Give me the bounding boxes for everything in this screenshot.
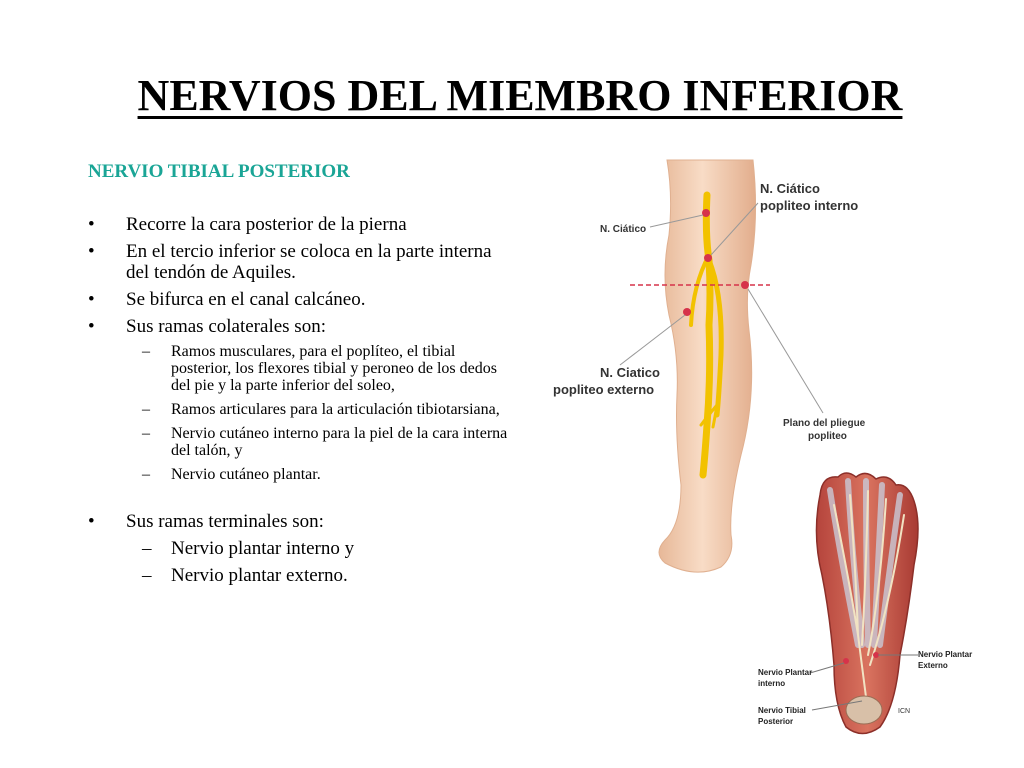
label-popliteo-externo: N. Ciatico (600, 365, 660, 380)
label-popliteo-externo-line2: popliteo externo (553, 382, 655, 397)
leader-line (748, 289, 823, 413)
bullet-item (88, 241, 508, 283)
sub-bullet-item: – Ramos articulares para la articulación tibiotarsiana, (126, 401, 508, 418)
bullet-item (88, 289, 508, 310)
marker-popliteo-externo (683, 308, 691, 316)
sub-bullet-item: – Ramos musculares, para el poplíteo, el tibial posterior, los flexores tibial y peroneo de los dedos del pie y la parte inferior del soleo, (126, 343, 508, 394)
label-plano: Plano del pliegue (783, 418, 866, 429)
bullet-item (88, 214, 508, 235)
label-plano-line2: popliteo (808, 431, 847, 442)
label-plantar-interno: Nervio Plantar (758, 668, 813, 677)
label-popliteo-interno-line2: popliteo interno (760, 198, 859, 213)
bullet-text: Se bifurca en el canal calcáneo. (126, 289, 366, 310)
label-tibial-posterior-line2: Posterior (758, 717, 794, 726)
label-plantar-externo: Nervio Plantar (918, 650, 973, 659)
bullet-text: Recorre la cara posterior de la pierna (126, 214, 407, 235)
marker-ciatico (702, 209, 710, 217)
section-subtitle: NERVIO TIBIAL POSTERIOR (88, 161, 350, 182)
label-ciatico: N. Ciático (600, 224, 647, 235)
bullet-text: Sus ramas terminales son: (126, 511, 324, 532)
bullet-item (88, 316, 508, 483)
foot-plantar-nerves-illustration (750, 465, 1000, 740)
label-plantar-interno-line2: interno (758, 679, 786, 688)
bullet-item (88, 511, 508, 586)
collateral-branches-list (126, 343, 508, 483)
heel-pad (846, 696, 882, 724)
bullet-text: En el tercio inferior se coloca en la parte interna del tendón de Aquiles. (126, 241, 492, 283)
marker-popliteo-interno (704, 254, 712, 262)
marker-plano (741, 281, 749, 289)
slide-title: NERVIOS DEL MIEMBRO INFERIOR (137, 71, 903, 120)
bullet-list (88, 214, 508, 592)
sub-bullet-item: – Nervio cutáneo plantar. (126, 466, 508, 483)
label-popliteo-interno: N. Ciático (760, 181, 820, 196)
icn-watermark: ICN (898, 708, 911, 715)
sub-bullet-item: – Nervio plantar interno y (126, 538, 508, 559)
bullet-text: Sus ramas colaterales son: (126, 316, 326, 337)
label-tibial-posterior: Nervio Tibial (758, 706, 806, 715)
label-plantar-externo-line2: Externo (918, 661, 948, 670)
terminal-branches-list (126, 538, 508, 586)
sub-bullet-item: – Nervio cutáneo interno para la piel de la cara interna del talón, y (126, 425, 508, 459)
sub-bullet-item: – Nervio plantar externo. (126, 565, 508, 586)
